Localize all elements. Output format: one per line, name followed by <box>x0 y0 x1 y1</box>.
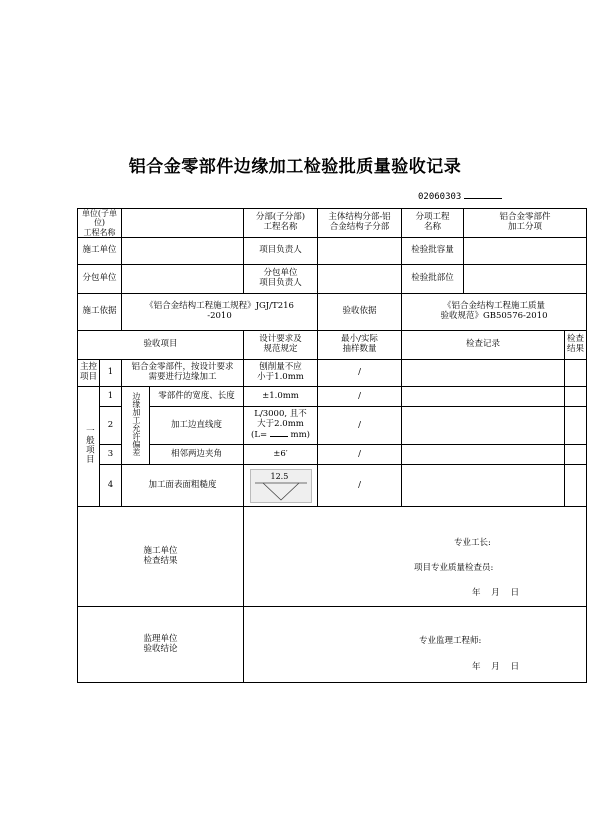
supervision-check-label: 监理单位 验收结论 <box>78 607 244 683</box>
col-header-record: 检查记录 <box>402 331 565 360</box>
subcontract-unit-label: 分包单位 <box>78 265 122 294</box>
roughness-value: 12.5 <box>270 471 289 481</box>
roughness-symbol <box>250 469 312 503</box>
general-row-record[interactable] <box>402 407 565 445</box>
general-group <box>78 387 100 507</box>
main-control-sample: / <box>318 360 402 387</box>
col-header-design: 设计要求及 规范规定 <box>244 331 318 360</box>
general-row-name: 零部件的宽度、长度 <box>150 387 244 407</box>
length-blank[interactable] <box>270 429 288 437</box>
subcontract-lead-value[interactable] <box>318 265 402 294</box>
supervision-date: 年 月 日 <box>472 662 520 672</box>
batch-capacity-label: 检验批容量 <box>402 238 464 265</box>
general-row-result[interactable] <box>565 407 587 445</box>
form-code-value: 02060303 <box>418 192 462 202</box>
acceptance-basis-value: 《铝合金结构工程施工质量 验收规范》GB50576-2010 <box>402 294 587 331</box>
main-control-no: 1 <box>100 360 122 387</box>
general-subgroup-label: 边缘加工允许偏差 <box>131 392 141 457</box>
general-row-no: 2 <box>100 407 122 445</box>
general-row-name: 加工面表面粗糙度 <box>122 465 244 507</box>
batch-capacity-value[interactable] <box>464 238 587 265</box>
general-row-name: 加工边直线度 <box>150 407 244 445</box>
project-lead-label: 项目负责人 <box>244 238 318 265</box>
form-code <box>418 190 502 202</box>
col-header-item: 验收项目 <box>78 331 244 360</box>
general-row-result[interactable] <box>565 445 587 465</box>
acceptance-basis-label: 验收依据 <box>318 294 402 331</box>
general-row-name: 相邻两边夹角 <box>150 445 244 465</box>
unit-name-value[interactable] <box>122 209 244 238</box>
unit-name-label: 单位(子单位) 工程名称 <box>78 209 122 238</box>
form-code-underline <box>464 190 502 199</box>
construction-check-area[interactable] <box>244 507 587 607</box>
item-name-label: 分项工程 名称 <box>402 209 464 238</box>
batch-location-label: 检验批部位 <box>402 265 464 294</box>
project-lead-value[interactable] <box>318 238 402 265</box>
supervision-check-area[interactable] <box>244 607 587 683</box>
quality-inspector-label: 项目专业质量检查员: <box>414 563 494 573</box>
general-row-sample: / <box>318 387 402 407</box>
subcontract-unit-value[interactable] <box>122 265 244 294</box>
main-control-record[interactable] <box>402 360 565 387</box>
general-row-design <box>244 407 318 445</box>
general-row-no: 1 <box>100 387 122 407</box>
length-prefix: (L= <box>251 430 268 441</box>
general-row-sample: / <box>318 407 402 445</box>
main-control-result[interactable] <box>565 360 587 387</box>
main-control-text: 铝合金零部件，按设计要求 需要进行边缘加工 <box>122 360 244 387</box>
general-row-result[interactable] <box>565 465 587 507</box>
general-row-result[interactable] <box>565 387 587 407</box>
general-row-sample: / <box>318 445 402 465</box>
general-row-record[interactable] <box>402 387 565 407</box>
general-row-design: ±6′ <box>244 445 318 465</box>
subdivision-label: 分部(子分部) 工程名称 <box>244 209 318 238</box>
general-row-no: 3 <box>100 445 122 465</box>
general-row-no: 4 <box>100 465 122 507</box>
general-row-record[interactable] <box>402 445 565 465</box>
subdivision-value: 主体结构分部-铝 合金结构子分部 <box>318 209 402 238</box>
general-group-label: 一般项目 <box>84 425 95 464</box>
length-entry <box>246 429 315 441</box>
supervising-engineer-label: 专业监理工程师: <box>419 636 482 646</box>
construction-unit-label: 施工单位 <box>78 238 122 265</box>
item-name-value: 铝合金零部件 加工分项 <box>464 209 587 238</box>
general-row-record[interactable] <box>402 465 565 507</box>
main-control-group: 主控 项目 <box>78 360 100 387</box>
col-header-result: 检查 结果 <box>565 331 587 360</box>
main-control-design: 刨削量不应 小于1.0mm <box>244 360 318 387</box>
general-row-design: ±1.0mm <box>244 387 318 407</box>
batch-location-value[interactable] <box>464 265 587 294</box>
subcontract-lead-label: 分包单位 项目负责人 <box>244 265 318 294</box>
length-suffix: mm) <box>290 430 310 441</box>
col-header-sample: 最小/实际 抽样数量 <box>318 331 402 360</box>
foreman-label: 专业工长: <box>454 538 491 548</box>
construction-unit-value[interactable] <box>122 238 244 265</box>
construction-basis-label: 施工依据 <box>78 294 122 331</box>
straightness-tolerance: L/3000, 且不 大于2.0mm <box>254 408 307 429</box>
construction-basis-value: 《铝合金结构工程施工规程》JGJ/T216 -2010 <box>122 294 318 331</box>
general-row-sample: / <box>318 465 402 507</box>
construction-check-label: 施工单位 检查结果 <box>78 507 244 607</box>
general-subgroup <box>122 387 150 465</box>
document-title: 铝合金零部件边缘加工检验批质量验收记录 <box>128 157 462 177</box>
construction-date: 年 月 日 <box>472 588 520 598</box>
general-row-design <box>244 465 318 507</box>
inspection-record-table <box>77 208 587 683</box>
